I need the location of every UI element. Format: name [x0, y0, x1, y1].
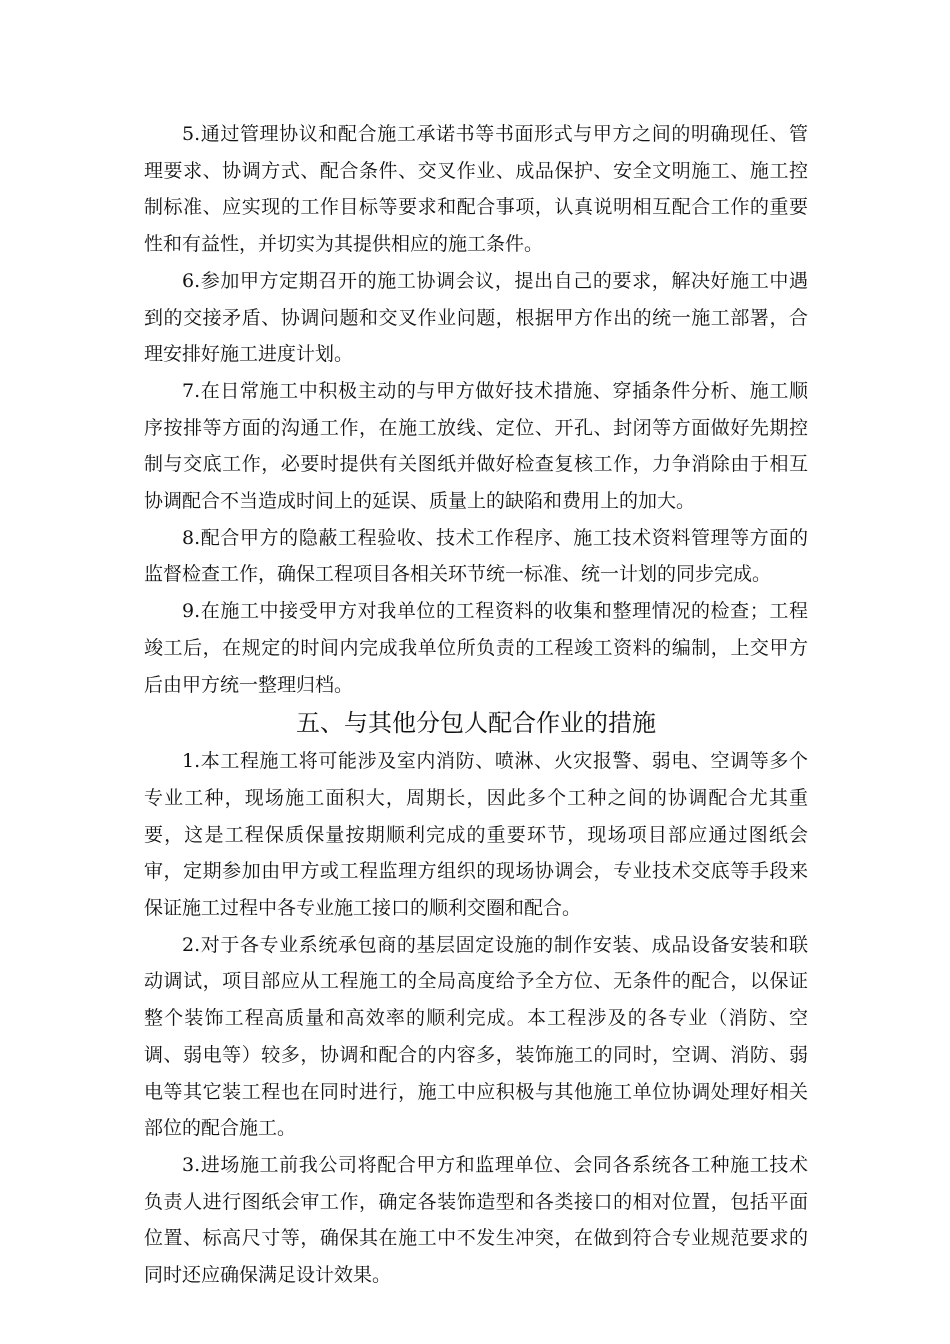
paragraph-item-2: 2.对于各专业系统承包商的基层固定设施的制作安装、成品设备安装和联动调试，项目部应从工程施工的全局高度给予全方位、无条件的配合，以保证整个装饰工程高质量和高效率的顺利完成。本工程涉及的各专业（消防、空调、弱电等）较多，协调和配合的内容多，装饰施工的同时，空调、消防、弱电等其它装工程也在同时进行，施工中应积极与其他施工单位协调处理好相关部位的配合施工。: [144, 933, 808, 1140]
paragraph-item-3: 3.进场施工前我公司将配合甲方和监理单位、会同各系统各工种施工技术负责人进行图纸会审工作，确定各装饰造型和各类接口的相对位置，包括平面位置、标高尺寸等，确保其在施工中不发生冲突，在做到符合专业规范要求的同时还应确保满足设计效果。: [144, 1153, 808, 1287]
section-heading: 五、与其他分包人配合作业的措施: [296, 709, 656, 738]
paragraph-item-1: 1.本工程施工将可能涉及室内消防、喷淋、火灾报警、弱电、空调等多个专业工种，现场施工面积大，周期长，因此多个工种之间的协调配合尤其重要，这是工程保质保量按期顺利完成的重要环节，现场项目部应通过图纸会审，定期参加由甲方或工程监理方组织的现场协调会，专业技术交底等手段来保证施工过程中各专业施工接口的顺利交圈和配合。: [144, 750, 808, 920]
paragraph-item-5: 5.通过管理协议和配合施工承诺书等书面形式与甲方之间的明确现任、管理要求、协调方式、配合条件、交叉作业、成品保护、安全文明施工、施工控制标准、应实现的工作目标等要求和配合事项，认真说明相互配合工作的重要性和有益性，并切实为其提供相应的施工条件。: [144, 123, 808, 256]
paragraph-item-8: 8.配合甲方的隐蔽工程验收、技术工作程序、施工技术资料管理等方面的监督检查工作，确保工程项目各相关环节统一标准、统一计划的同步完成。: [144, 526, 808, 586]
paragraph-item-6: 6.参加甲方定期召开的施工协调会议，提出自己的要求，解决好施工中遇到的交接矛盾、协调问题和交叉作业问题，根据甲方作出的统一施工部署，合理安排好施工进度计划。: [144, 269, 808, 366]
document-page: [144, 116, 808, 1294]
paragraph-item-9: 9.在施工中接受甲方对我单位的工程资料的收集和整理情况的检查；工程竣工后，在规定的时间内完成我单位所负责的工程竣工资料的编制，上交甲方后由甲方统一整理归档。: [144, 600, 808, 696]
paragraph-item-7: 7.在日常施工中积极主动的与甲方做好技术措施、穿插条件分析、施工顺序按排等方面的沟通工作，在施工放线、定位、开孔、封闭等方面做好先期控制与交底工作，必要时提供有关图纸并做好检查复核工作，力争消除由于相互协调配合不当造成时间上的延误、质量上的缺陷和费用上的加大。: [144, 379, 808, 513]
